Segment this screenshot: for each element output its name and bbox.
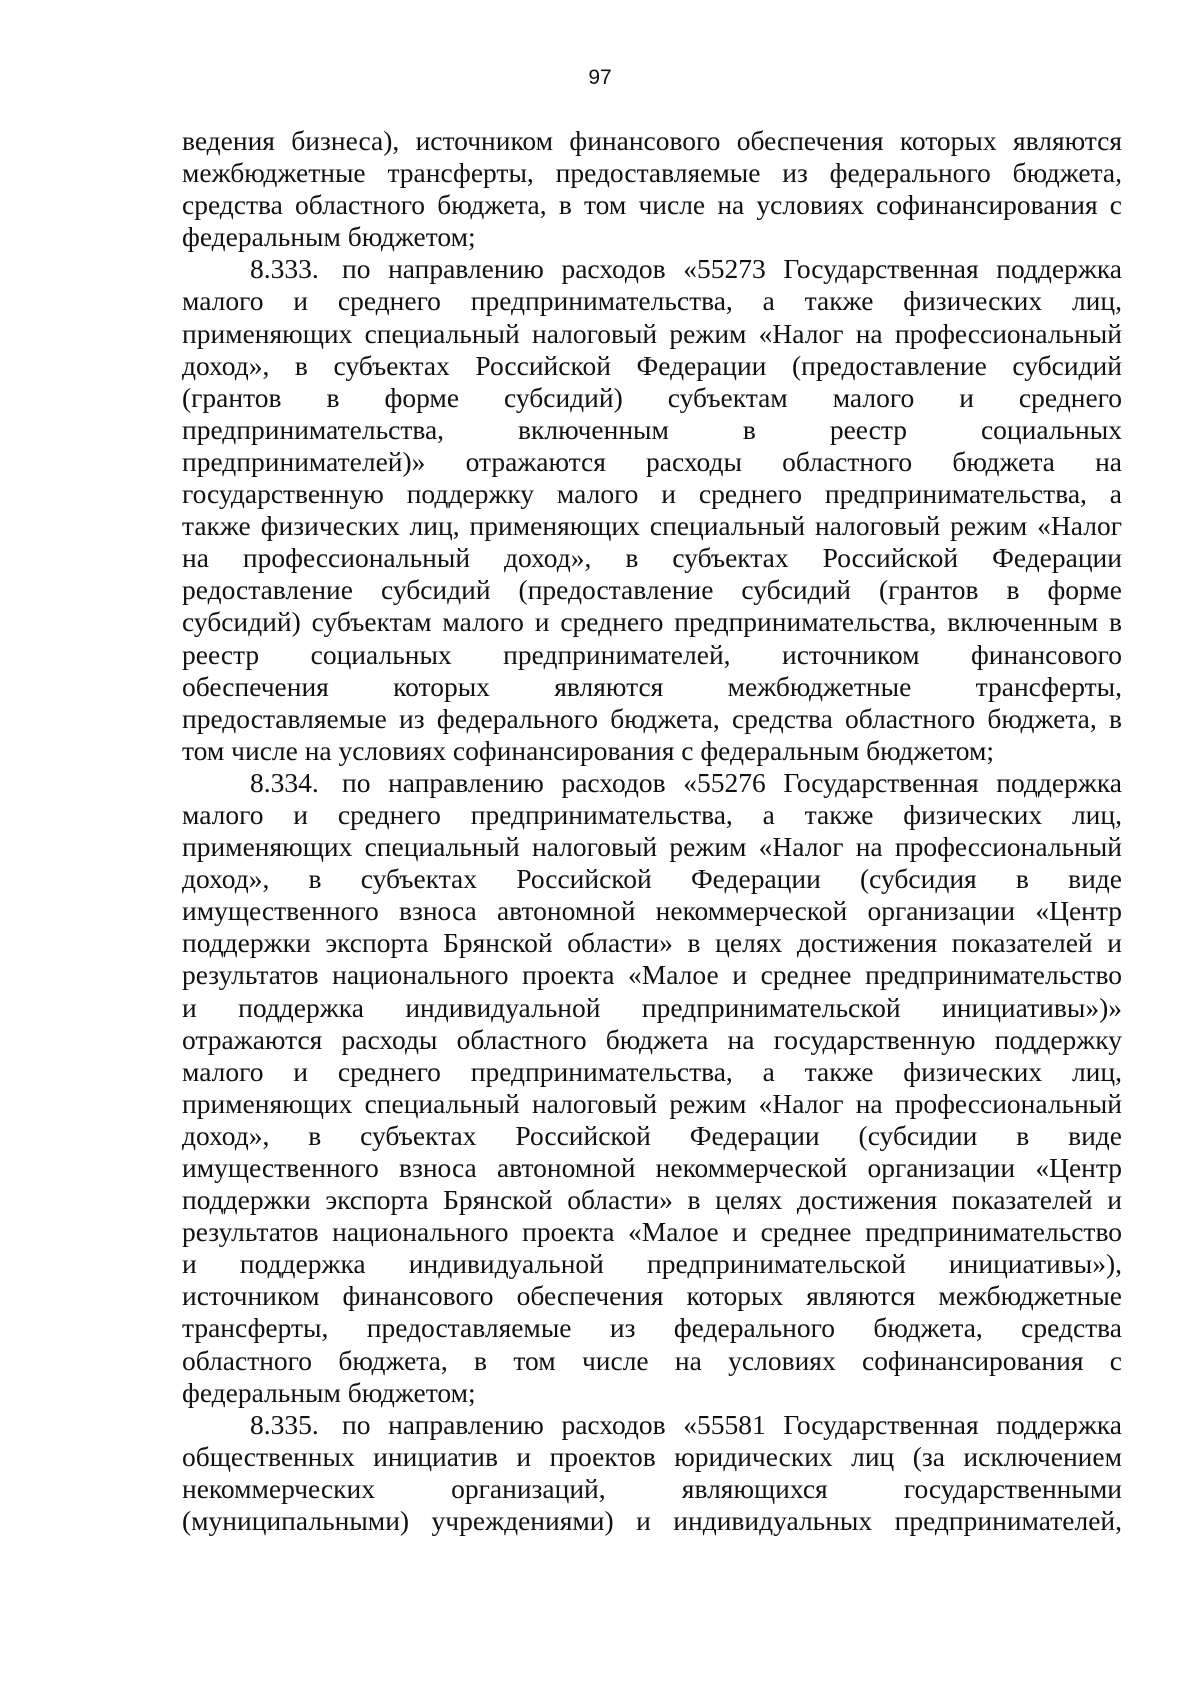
text-line: и поддержка индивидуальной предпринимательской инициативы»), (182, 1248, 1122, 1280)
paragraph-number: 8.335. (250, 1408, 319, 1440)
paragraph-number: 8.333. (250, 253, 319, 285)
text-line: федеральным бюджетом; (182, 1376, 476, 1408)
text-line: результатов национального проекта «Малое и среднее предпринимательство (182, 1216, 1122, 1248)
text-line: применяющих специальный налоговый режим «Налог на профессиональный (182, 317, 1122, 349)
text-line: (грантов в форме субсидий) субъектам малого и среднего (182, 381, 1122, 413)
text-line: федеральным бюджетом; (182, 221, 476, 253)
text-line: трансферты, предоставляемые из федерального бюджета, средства (182, 1312, 1122, 1344)
paragraph-first-line (182, 1409, 1122, 1441)
text-line: поддержки экспорта Брянской области» в целях достижения показателей и (182, 1184, 1122, 1216)
paragraph-8-335 (182, 1409, 1122, 1537)
text-line: применяющих специальный налоговый режим «Налог на профессиональный (182, 1087, 1122, 1119)
text-line: по направлению расходов «55581 Государственная поддержка (342, 1408, 1122, 1440)
document-body (182, 125, 1122, 1537)
paragraph-first-line (182, 253, 1122, 285)
text-line: субсидий) субъектам малого и среднего предпринимательства, включенным в (182, 606, 1122, 638)
text-line: малого и среднего предпринимательства, а также физических лиц, (182, 798, 1122, 830)
text-line: по направлению расходов «55273 Государственная поддержка (342, 253, 1122, 285)
text-line: на профессиональный доход», в субъектах Российской Федерации (182, 542, 1122, 574)
text-line: источником финансового обеспечения которых являются межбюджетные (182, 1280, 1122, 1312)
text-line: (муниципальными) учреждениями) и индивидуальных предпринимателей, (182, 1505, 1122, 1537)
paragraph-first-line (182, 767, 1122, 799)
text-line: некоммерческих организаций, являющихся государственными (182, 1472, 1122, 1504)
page-number: 97 (588, 66, 612, 89)
paragraph-8-334 (182, 767, 1122, 1409)
text-line: ведения бизнеса), источником финансового обеспечения которых являются (182, 125, 1122, 156)
text-line: имущественного взноса автономной некоммерческой организации «Центр (182, 1152, 1122, 1183)
text-line: предпринимательства, включенным в реестр социальных (182, 413, 1122, 445)
text-line: редоставление субсидий (предоставление субсидий (грантов в форме (182, 574, 1122, 606)
text-line: предоставляемые из федерального бюджета, средства областного бюджета, в (182, 702, 1122, 734)
text-line: малого и среднего предпринимательства, а также физических лиц, (182, 285, 1122, 317)
text-line: доход», в субъектах Российской Федерации (предоставление субсидий (182, 349, 1122, 381)
paragraph-number: 8.334. (250, 766, 319, 798)
text-line: также физических лиц, применяющих специальный налоговый режим «Налог (182, 510, 1122, 542)
text-line: доход», в субъектах Российской Федерации (субсидии в виде (182, 1119, 1122, 1151)
text-line: общественных инициатив и проектов юридических лиц (за исключением (182, 1440, 1122, 1472)
text-line: доход», в субъектах Российской Федерации (субсидия в виде (182, 863, 1122, 895)
text-line: областного бюджета, в том числе на условиях софинансирования с (182, 1344, 1122, 1376)
text-line: межбюджетные трансферты, предоставляемые из федерального бюджета, (182, 157, 1122, 189)
text-line: предпринимателей)» отражаются расходы областного бюджета на (182, 445, 1122, 477)
text-line: малого и среднего предпринимательства, а также физических лиц, (182, 1055, 1122, 1087)
text-line: обеспечения которых являются межбюджетные трансферты, (182, 670, 1122, 702)
text-line: средства областного бюджета, в том числе на условиях софинансирования с (182, 189, 1122, 221)
text-line: государственную поддержку малого и среднего предпринимательства, а (182, 478, 1122, 510)
text-line: по направлению расходов «55276 Государственная поддержка (342, 766, 1122, 798)
text-line: отражаются расходы областного бюджета на государственную поддержку (182, 1023, 1122, 1055)
paragraph-continuation (182, 125, 1122, 253)
text-line: применяющих специальный налоговый режим «Налог на профессиональный (182, 831, 1122, 863)
text-line: том числе на условиях софинансирования с федеральным бюджетом; (182, 734, 995, 766)
text-line: результатов национального проекта «Малое и среднее предпринимательство (182, 959, 1122, 991)
text-line: и поддержка индивидуальной предпринимательской инициативы»)» (182, 991, 1122, 1023)
text-line: поддержки экспорта Брянской области» в целях достижения показателей и (182, 927, 1122, 959)
paragraph-8-333 (182, 253, 1122, 767)
text-line: имущественного взноса автономной некоммерческой организации «Центр (182, 895, 1122, 927)
text-line: реестр социальных предпринимателей, источником финансового (182, 638, 1122, 670)
